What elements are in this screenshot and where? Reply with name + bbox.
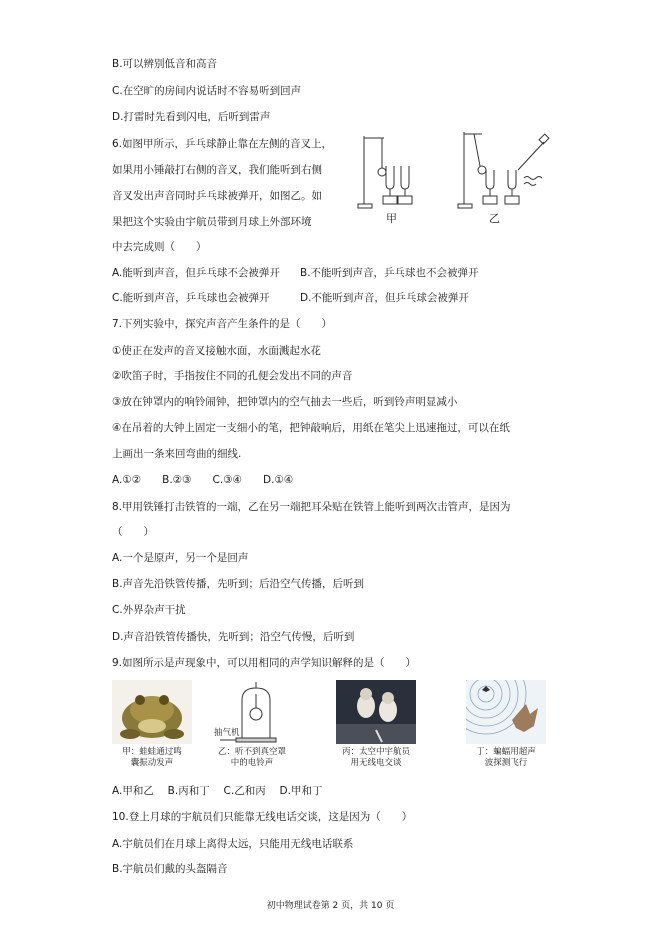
question-6-line-4: 果把这个实验由宇航员带到月球上外部环境 — [112, 216, 312, 228]
question-8-option-d: D.声音沿铁管传播快，先听到；沿空气传慢，后听到 — [112, 631, 355, 643]
question-9-stem: 9.如图所示是声现象中，可以用相同的声学知识解释的是（ ） — [112, 657, 417, 669]
question-6-line-5: 中去完成则（ ） — [112, 241, 207, 253]
figure-label-yi: 乙 — [489, 212, 500, 225]
question-9-options: A.甲和乙 B.丙和丁 C.乙和丙 D.甲和丁 — [112, 785, 323, 797]
question-7-item-2: ②吹笛子时，手指按住不同的孔便会发出不同的声音 — [112, 370, 353, 382]
question-6-line-1: 6.如图甲所示，乒乓球静止靠在左侧的音叉上， — [112, 138, 333, 150]
bat-image — [466, 680, 546, 744]
question-7-item-4-line-2: 上画出一条来回弯曲的细线. — [112, 448, 242, 460]
question-7-stem: 7.下列实验中，探究声音产生条件的是（ ） — [112, 318, 333, 330]
option-c-text: C.在空旷的房间内说话时不容易听到回声 — [112, 85, 302, 97]
caption-yi-line-1: 乙：听不到真空罩 — [217, 747, 286, 757]
question-6-option-b: B.不能听到声音，乒乓球也不会被弹开 — [300, 267, 479, 279]
caption-bing-line-2: 用无线电交谈 — [350, 758, 402, 768]
caption-yi-line-2: 中的电铃声 — [230, 758, 274, 768]
question-6-option-c: C.能听到声音，乒乓球也会被弹开 — [112, 292, 270, 304]
question-6-option-d: D.不能听到声音，但乒乓球会被弹开 — [300, 292, 469, 304]
caption-ding-line-2: 波探测飞行 — [484, 758, 528, 768]
astronauts-image — [336, 680, 416, 744]
question-10-option-a: A.宇航员们在月球上离得太远，只能用无线电话联系 — [112, 838, 354, 850]
caption-jia-line-1: 甲：蛙蛙通过鸣 — [122, 747, 182, 757]
question-10-stem: 10.登上月球的宇航员们只能靠无线电话交谈，这是因为（ ） — [112, 811, 413, 823]
caption-ding-line-1: 丁：蝙蝠用超声 — [476, 747, 536, 757]
option-b-text: B.可以辨别低音和高音 — [112, 58, 218, 70]
question-8-stem-line-2: （ ） — [112, 526, 154, 538]
caption-jia-line-2: 囊振动发声 — [130, 758, 174, 768]
figure-label-jia: 甲 — [386, 212, 397, 225]
question-8-option-b: B.声音先沿铁管传播，先听到；后沿空气传播，后听到 — [112, 578, 365, 590]
question-7-item-4-line-1: ④在吊着的大钟上固定一支细小的笔，把钟敲响后，用纸在笔尖上迅速拖过，可以在纸 — [112, 422, 510, 434]
question-8-stem-line-1: 8.甲用铁锤打击铁管的一端，乙在另一端把耳朵贴在铁管上能听到两次击管声，是因为 — [112, 501, 511, 513]
question-10-option-b: B.宇航员们戴的头盔隔音 — [112, 863, 228, 875]
question-7-item-1: ①使正在发声的音叉接触水面，水面溅起水花 — [112, 345, 321, 357]
frog-image — [112, 680, 192, 744]
question-8-option-c: C.外界杂声干扰 — [112, 604, 186, 616]
pump-label: 抽气机 — [214, 728, 240, 738]
question-6-line-2: 如果用小锤敲打右侧的音叉，我们能听到右侧 — [112, 164, 322, 176]
caption-bing-line-1: 丙：太空中宇航员 — [341, 747, 410, 757]
option-d-text: D.打雷时先看到闪电，后听到雷声 — [112, 111, 271, 123]
question-6-option-a: A.能听到声音，但乒乓球不会被弹开 — [112, 267, 280, 279]
question-6-line-3: 音叉发出声音同时乒乓球被弹开，如图乙。如 — [112, 190, 322, 202]
question-7-options: A.①② B.②③ C.③④ D.①④ — [112, 474, 294, 486]
page-footer: 初中物理试卷第 2 页，共 10 页 — [266, 901, 395, 911]
question-7-item-3: ③放在钟罩内的响铃闹钟，把钟罩内的空气抽去一些后，听到铃声明显减小 — [112, 396, 458, 408]
question-8-option-a: A.一个是原声，另一个是回声 — [112, 552, 249, 564]
